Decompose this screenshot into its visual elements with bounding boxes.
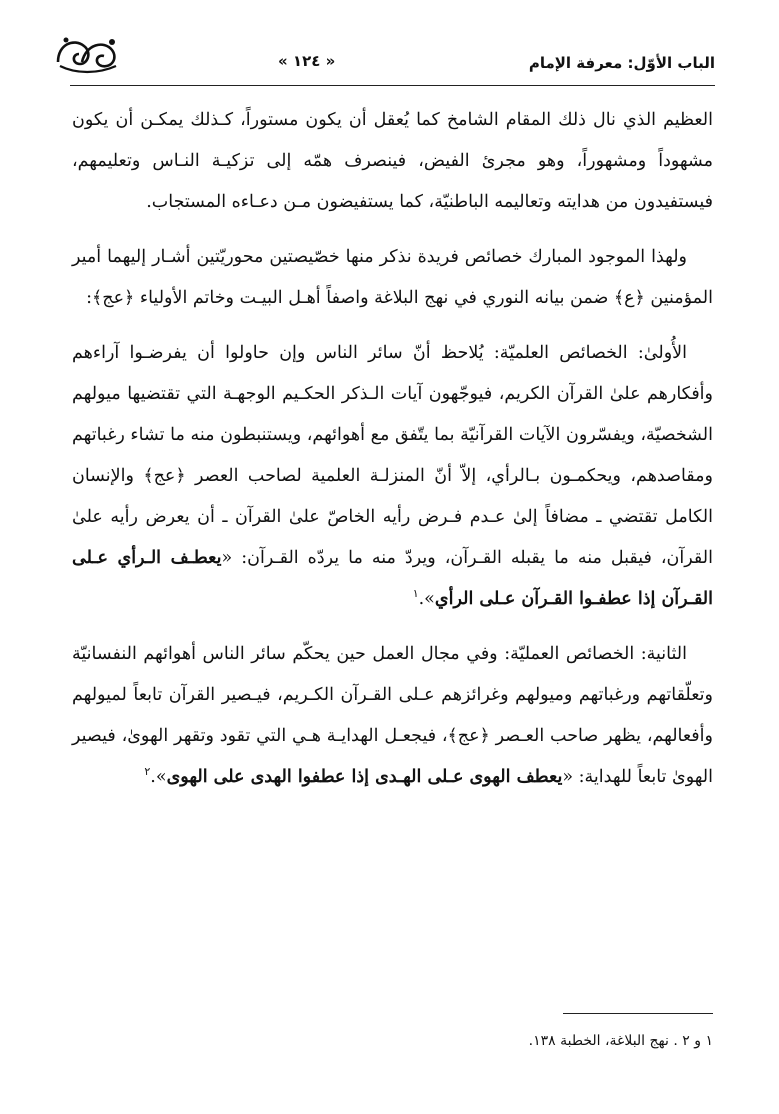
footnote-separator [563, 1013, 713, 1014]
header-rule [70, 85, 715, 86]
quote-2: يعطف الهوى عـلى الهـدى إذا عطفوا الهدى على الهوى [166, 767, 563, 787]
footnote: ١ و ٢ . نهج البلاغة، الخطبة ١٣٨. [528, 1033, 713, 1049]
page-header [70, 38, 715, 82]
paragraph-3 [72, 333, 713, 620]
page-number: « ١٢٤ » [278, 52, 336, 70]
paragraph-2: ولهذا الموجود المبارك خصائص فريدة نذكر منها خصّيصتين محوريّتين أشـار إليهما أمير المؤمنين ﴿ع﴾ ضمن بيانه النوري في نهج البلاغة واصفاً أهـل البيـت وخاتم الأولياء ﴿عج﴾: [72, 247, 713, 308]
quote-1: يعطـف الـرأي عـلى القـرآن إذا عطفـوا القـرآن عـلى الرأي [72, 548, 713, 609]
paragraph-4-text: الثانية: الخصائص العمليّة: وفي مجال العمل حين يحكّم سائر الناس أهوائهم النفسانيّة وتعلّقاتهم ورغباتهم وميولهم وغرائزهم عـلى القـرآن الكـريم، فيـصير القرآن تابعاً لميولهم وأفعالهم، يظهر صاحب العـصر ﴿عج﴾، فيجعـل الهدايـة هـي التي تقود وتقهر الهوىٰ، فيصير الهوىٰ تابعاً للهداية: « [72, 644, 713, 787]
ornament-icon [52, 32, 122, 78]
paragraph-1: العظيم الذي نال ذلك المقام الشامخ كما يُعقل أن يكون مستوراً، كـذلك يمكـن أن يكون مشهوداً ومشهوراً، وهو مجرئ الفيض، فينصرف همّه إلى تزكيـة النـاس وتعليمهم، فيستفيدون من هدايته وتعاليمه الباطنيّة، كما يستفيضون مـن دعـاءه المستجاب. [72, 110, 713, 212]
paragraph-4 [72, 634, 713, 798]
footnote-ref-2: ٢ [144, 765, 151, 779]
paragraph-3-text: الأُولىٰ: الخصائص العلميّة: يُلاحظ أنّ سائر الناس وإن حاولوا أن يفرضـوا آراءهم وأفكارهم علىٰ القرآن الكريم، فيوجّهون آيات الـذكر الحكـيم الوجهـة التي تقتضيها ميولهم الشخصيّة، ويفسّرون الآيات القرآنيّة بما يتّفق مع أهوائهم، ويستنبطون منه ما تشاء رغباتهم ومقاصدهم، ويحكمـون بـالرأي، إلاّ أنّ المنزلـة العلمية لصاحب العصر ﴿عج﴾ والإنسان الكامل تقتضي ـ مضافاً إلىٰ عـدم فـرض رأيه الخاصّ علىٰ القرآن ـ أن يعرض رأيه علىٰ القرآن، فيقبل منه ما يقبله القـرآن، ويردّ منه ما يردّه القـرآن: « [72, 343, 713, 568]
quote-2-close: ». [150, 767, 167, 787]
main-text [72, 100, 713, 812]
quote-1-close: ». [418, 589, 435, 609]
running-title: الباب الأوّل: معرفة الإمام [528, 54, 715, 72]
footnote-ref-1: ١ [412, 587, 419, 601]
